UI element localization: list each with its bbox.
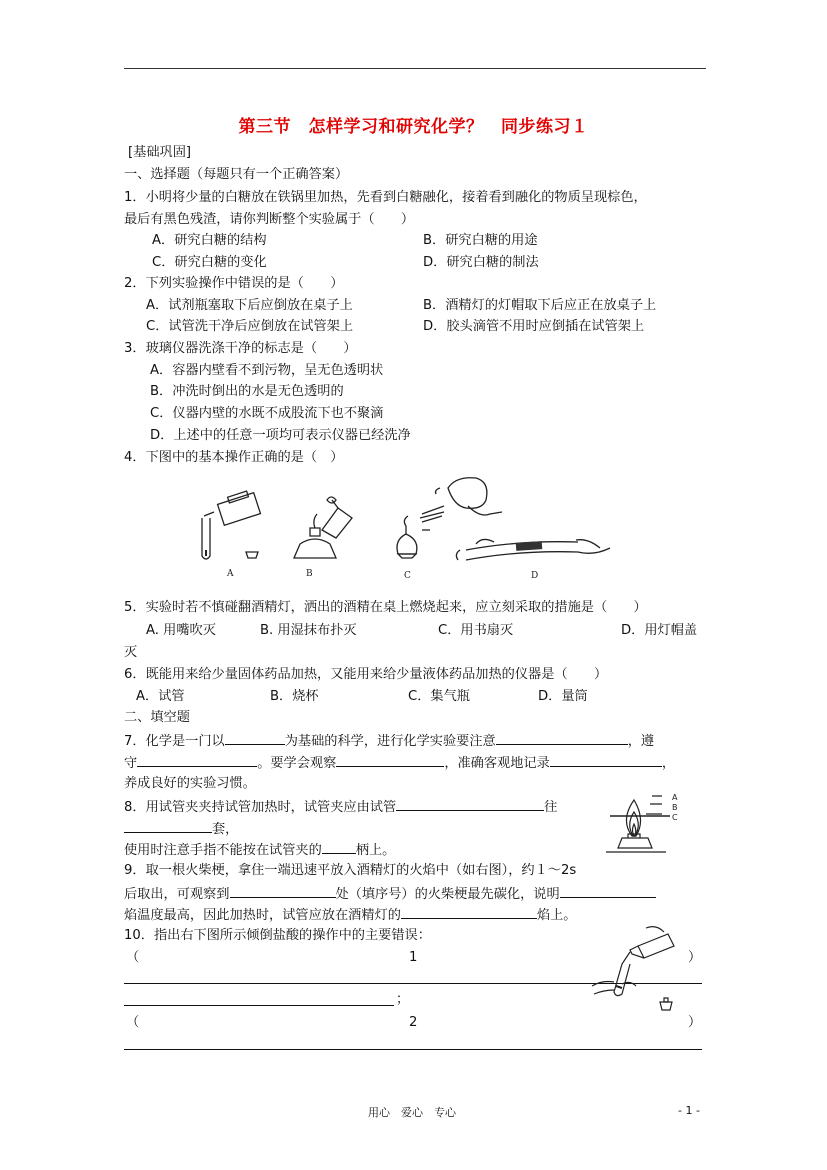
q10-stem: 10．指出右下图所示倾倒盐酸的操作中的主要错误： bbox=[124, 928, 431, 943]
q4-operations-figure bbox=[190, 470, 620, 585]
section-basic: [基础巩固] bbox=[128, 145, 192, 160]
q10-num-1: 1 bbox=[409, 950, 418, 965]
q3-option-a: A．容器内壁看不到污物，呈无色透明状 bbox=[150, 363, 384, 378]
q5-option-c: C．用书扇灭 bbox=[438, 623, 514, 638]
q6-option-c: C．集气瓶 bbox=[408, 689, 470, 704]
q7-line1 bbox=[124, 730, 654, 752]
q10-close-2: ） bbox=[688, 1015, 702, 1030]
q9-blank-1[interactable] bbox=[230, 883, 336, 898]
q8-blank-1[interactable] bbox=[396, 796, 544, 811]
q3-option-d: D．上述中的任意一项均可表示仪器已经洗净 bbox=[150, 428, 411, 443]
q8-text-4: 使用时注意手指不能按在试管夹的 bbox=[124, 843, 322, 858]
q10-open-1: （ bbox=[126, 950, 140, 965]
q6-option-a: A．试管 bbox=[136, 689, 185, 704]
lamp-label-c: C bbox=[672, 813, 678, 822]
q2-stem: 2．下列实验操作中错误的是（ ） bbox=[124, 276, 344, 291]
q5-stem: 5．实验时若不慎碰翻酒精灯，洒出的酒精在桌上燃烧起来，应立刻采取的措施是（ ） bbox=[124, 600, 647, 615]
q8-text-2: 往 bbox=[544, 800, 558, 815]
q7-text-3: ，遵 bbox=[627, 734, 655, 749]
q1-option-b: B．研究白糖的用途 bbox=[423, 233, 538, 248]
part1-heading: 一、选择题（每题只有一个正确答案） bbox=[124, 167, 349, 182]
q7-text-1: 7．化学是一门以 bbox=[124, 734, 225, 749]
q9-text-3: 焰温度最高，因此加热时，试管应放在酒精灯的 bbox=[124, 908, 401, 923]
q8-blank-3[interactable] bbox=[322, 839, 356, 854]
q3-stem: 3．玻璃仪器洗涤干净的标志是（ ） bbox=[124, 341, 357, 356]
q10-close-1: ） bbox=[688, 950, 702, 965]
q7-text-4: 守 bbox=[124, 756, 138, 771]
q7-text-6: ，准确客观地记录 bbox=[444, 756, 550, 771]
q1-line2: 最后有黑色残渣，请你判断整个实验属于（ ） bbox=[124, 212, 415, 227]
q6-option-b: B．烧杯 bbox=[270, 689, 319, 704]
q7-line3: 养成良好的实验习惯。 bbox=[124, 776, 256, 791]
q7-blank-5[interactable] bbox=[550, 752, 662, 767]
q7-blank-2[interactable] bbox=[496, 730, 628, 745]
q7-blank-4[interactable] bbox=[336, 752, 444, 767]
q10-open-2: （ bbox=[126, 1015, 140, 1030]
q5-option-d-cont: 灭 bbox=[124, 645, 138, 660]
q9-line1: 9．取一根火柴梗，拿住一端迅速平放入酒精灯的火焰中（如右图），约１～2s bbox=[124, 863, 577, 878]
lamp-label-b: B bbox=[672, 803, 678, 812]
q9-text-2: 处（填序号）的火柴梗最先碳化，说明 bbox=[335, 887, 560, 902]
fig-label-a: A bbox=[227, 569, 234, 579]
part2-heading: 二、填空题 bbox=[124, 710, 190, 725]
q7-blank-1[interactable] bbox=[225, 730, 285, 745]
q9-line3 bbox=[124, 904, 577, 926]
q8-text-1: 8．用试管夹夹持试管加热时，试管夹应由试管 bbox=[124, 800, 397, 815]
q2-option-b: B．酒精灯的灯帽取下后应正在放桌子上 bbox=[423, 298, 657, 313]
footer-motto: 用心 爱心 专心 bbox=[368, 1106, 456, 1119]
q2-option-d: D．胶头滴管不用时应倒插在试管架上 bbox=[423, 319, 645, 334]
q2-option-a: A．试剂瓶塞取下后应倒放在桌子上 bbox=[146, 298, 353, 313]
header-rule bbox=[124, 68, 706, 69]
q1-option-a: A．研究白糖的结构 bbox=[152, 233, 267, 248]
q4-stem: 4．下图中的基本操作正确的是（ ） bbox=[124, 450, 344, 465]
q8-blank-2[interactable] bbox=[124, 818, 212, 833]
q9-line2 bbox=[124, 883, 656, 905]
q1-option-c: C．研究白糖的变化 bbox=[152, 255, 267, 270]
q10-semicolon: ； bbox=[396, 992, 410, 1007]
q5-option-d: D．用灯帽盖 bbox=[621, 623, 698, 638]
pouring-acid-figure bbox=[586, 924, 680, 1014]
q5-option-a: A. 用嘴吹灭 bbox=[146, 623, 216, 638]
q6-option-d: D．量筒 bbox=[538, 689, 588, 704]
q7-text-7: ， bbox=[661, 756, 675, 771]
alcohol-lamp-flame-figure bbox=[600, 792, 690, 860]
q10-answer-line-3[interactable] bbox=[124, 1049, 702, 1050]
q7-text-5: 。要学会观察 bbox=[257, 756, 337, 771]
q3-option-b: B．冲洗时倒出的水是无色透明的 bbox=[150, 384, 344, 399]
q1-option-d: D．研究白糖的制法 bbox=[423, 255, 539, 270]
q7-text-2: 为基础的科学，进行化学实验要注意 bbox=[284, 734, 496, 749]
q9-text-1: 后取出，可观察到 bbox=[124, 887, 230, 902]
q7-line2 bbox=[124, 752, 675, 774]
q7-blank-3[interactable] bbox=[137, 752, 257, 767]
q3-option-c: C．仪器内壁的水既不成股流下也不聚滴 bbox=[150, 406, 384, 421]
q9-text-4: 焰上。 bbox=[536, 908, 577, 923]
q6-stem: 6．既能用来给少量固体药品加热，又能用来给少量液体药品加热的仪器是（ ） bbox=[124, 667, 608, 682]
q10-num-2: 2 bbox=[409, 1015, 418, 1030]
q9-blank-3[interactable] bbox=[401, 904, 537, 919]
lamp-label-a: A bbox=[672, 793, 678, 802]
q8-text-3: 套， bbox=[212, 822, 239, 837]
fig-label-b: B bbox=[306, 569, 313, 579]
q8-line3 bbox=[124, 839, 395, 861]
q9-blank-2[interactable] bbox=[560, 883, 656, 898]
q8-line2 bbox=[124, 818, 238, 840]
fig-label-c: C bbox=[404, 571, 411, 581]
q8-line1 bbox=[124, 796, 557, 818]
q8-text-5: 柄上。 bbox=[355, 843, 396, 858]
footer-page-number: - 1 - bbox=[678, 1104, 700, 1117]
q10-answer-line-2[interactable] bbox=[124, 1005, 394, 1006]
fig-label-d: D bbox=[531, 571, 539, 581]
page-title: 第三节 怎样学习和研究化学？ 同步练习１ bbox=[238, 117, 589, 137]
q2-option-c: C．试管洗干净后应倒放在试管架上 bbox=[146, 319, 354, 334]
q5-option-b: B. 用湿抹布扑灭 bbox=[260, 623, 357, 638]
q1-line1: 1．小明将少量的白糖放在铁锅里加热，先看到白糖融化，接着看到融化的物质呈现棕色， bbox=[124, 190, 647, 205]
